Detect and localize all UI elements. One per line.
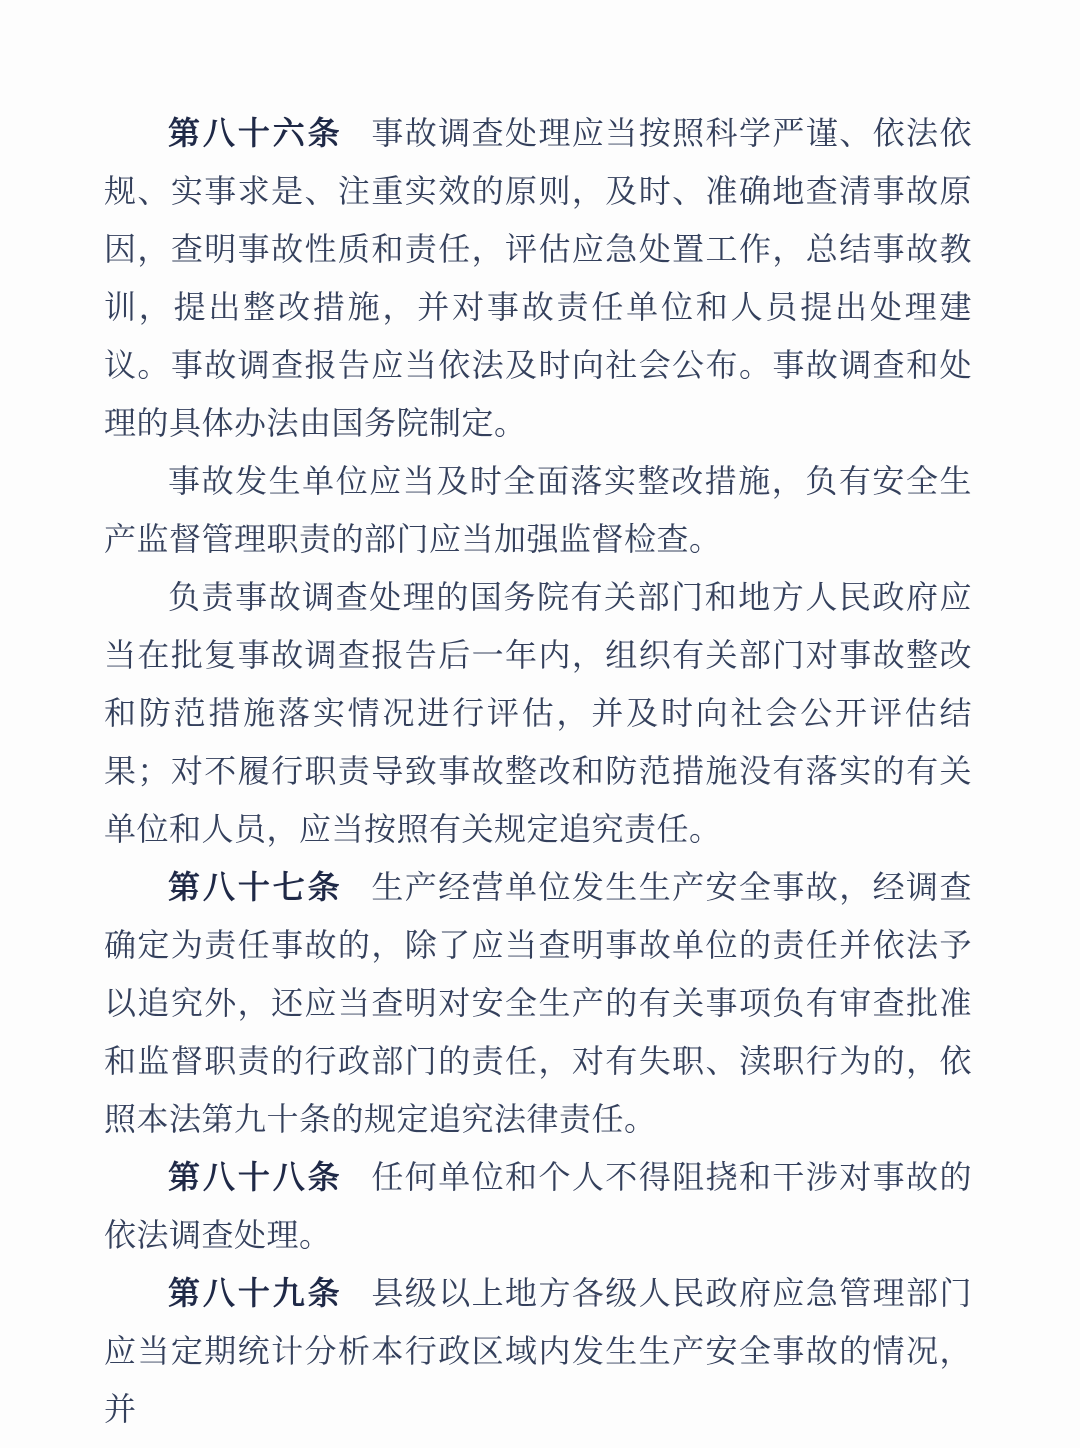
paragraph: [104, 1148, 972, 1264]
article-text: 事故调查处理应当按照科学严谨、依法依规、实事求是、注重实效的原则，及时、准确地查清事故原因，查明事故性质和责任，评估应急处置工作，总结事故教训，提出整改措施，并对事故责任单位和人员提出处理建议。事故调查报告应当依法及时向社会公布。事故调查和处理的具体办法由国务院制定。: [104, 114, 972, 442]
article-text: 任何单位和个人不得阻挠和干涉对事故的依法调查处理。: [104, 1158, 972, 1254]
paragraph: [104, 568, 972, 858]
article-text: 事故发生单位应当及时全面落实整改措施，负有安全生产监督管理职责的部门应当加强监督检查。: [104, 462, 972, 558]
article-number: 第八十八条: [168, 1158, 343, 1196]
document-content: [104, 104, 972, 1438]
paragraph: [104, 452, 972, 568]
article-text: 县级以上地方各级人民政府应急管理部门应当定期统计分析本行政区域内发生生产安全事故的情况，并: [104, 1274, 972, 1428]
paragraph: [104, 1264, 972, 1438]
article-text: 负责事故调查处理的国务院有关部门和地方人民政府应当在批复事故调查报告后一年内，组织有关部门对事故整改和防范措施落实情况进行评估，并及时向社会公开评估结果；对不履行职责导致事故整改和防范措施没有落实的有关单位和人员，应当按照有关规定追究责任。: [104, 578, 972, 848]
paragraph: [104, 858, 972, 1148]
article-text: 生产经营单位发生生产安全事故，经调查确定为责任事故的，除了应当查明事故单位的责任并依法予以追究外，还应当查明对安全生产的有关事项负有审查批准和监督职责的行政部门的责任，对有失职、渎职行为的，依照本法第九十条的规定追究法律责任。: [104, 868, 972, 1138]
article-number: 第八十六条: [168, 114, 343, 152]
paragraph: [104, 104, 972, 452]
article-number: 第八十九条: [168, 1274, 343, 1312]
article-number: 第八十七条: [168, 868, 343, 906]
